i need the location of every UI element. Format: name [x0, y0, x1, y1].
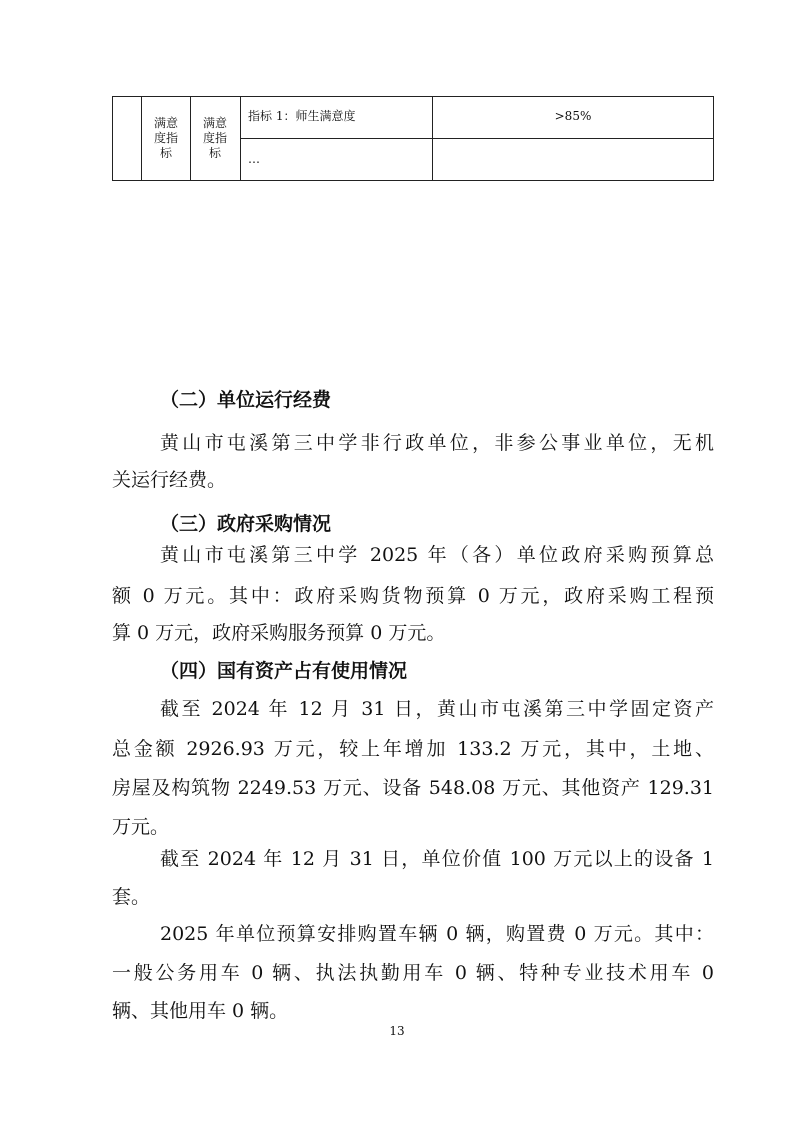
cell-line: 度指 [202, 131, 227, 145]
section-heading-state-assets: （四）国有资产占有使用情况 [160, 660, 408, 682]
indicator-1-target-value: >85% [554, 109, 592, 123]
cell-line: 满意 [202, 116, 227, 130]
cell-line: 标 [208, 146, 221, 160]
table-border-bottom [112, 180, 714, 181]
paragraph-line: 总金额 2926.93 万元，较上年增加 133.2 万元，其中，土地、 [112, 738, 714, 760]
paragraph-line: 关运行经费。 [112, 469, 227, 491]
paragraph-line: 截至 2024 年 12 月 31 日，单位价值 100 万元以上的设备 1 [160, 848, 714, 870]
page-number: 13 [389, 1024, 405, 1038]
section-heading-government-procurement: （三）政府采购情况 [160, 513, 332, 535]
paragraph-line: 额 0 万元。其中：政府采购货物预算 0 万元，政府采购工程预 [112, 585, 714, 607]
table-border-col1 [141, 96, 142, 181]
section-heading-operating-expenses: （二）单位运行经费 [160, 389, 332, 411]
paragraph-line: 房屋及构筑物 2249.53 万元、设备 548.08 万元、其他资产 129.31 [112, 777, 714, 799]
paragraph-line: 一般公务用车 0 辆、执法执勤用车 0 辆、特种专业技术用车 0 [112, 962, 714, 984]
indicator-1-label: 指标 1：师生满意度 [248, 109, 356, 123]
paragraph-line: 截至 2024 年 12 月 31 日，黄山市屯溪第三中学固定资产 [160, 698, 714, 720]
satisfaction-indicator-level2 [193, 116, 237, 161]
table-row-divider [240, 138, 714, 139]
paragraph-line: 套。 [112, 886, 151, 908]
paragraph-line: 2025 年单位预算安排购置车辆 0 辆，购置费 0 万元。其中： [160, 923, 714, 945]
performance-indicator-table [112, 96, 714, 181]
paragraph-line: 黄山市屯溪第三中学非行政单位，非参公事业单位，无机 [160, 432, 714, 454]
cell-line: 满意 [153, 116, 178, 130]
cell-line: 度指 [153, 131, 178, 145]
indicator-ellipsis: … [248, 152, 260, 166]
cell-line: 标 [159, 146, 172, 160]
table-border-top [112, 96, 714, 97]
paragraph-line: 辆、其他用车 0 辆。 [112, 1000, 289, 1022]
paragraph-line: 黄山市屯溪第三中学 2025 年（各）单位政府采购预算总 [160, 544, 714, 566]
paragraph-line: 万元。 [112, 816, 170, 838]
paragraph-line: 算 0 万元，政府采购服务预算 0 万元。 [112, 622, 446, 644]
table-border-left [112, 96, 113, 181]
satisfaction-indicator-level1 [144, 116, 188, 161]
table-border-col2 [190, 96, 191, 181]
